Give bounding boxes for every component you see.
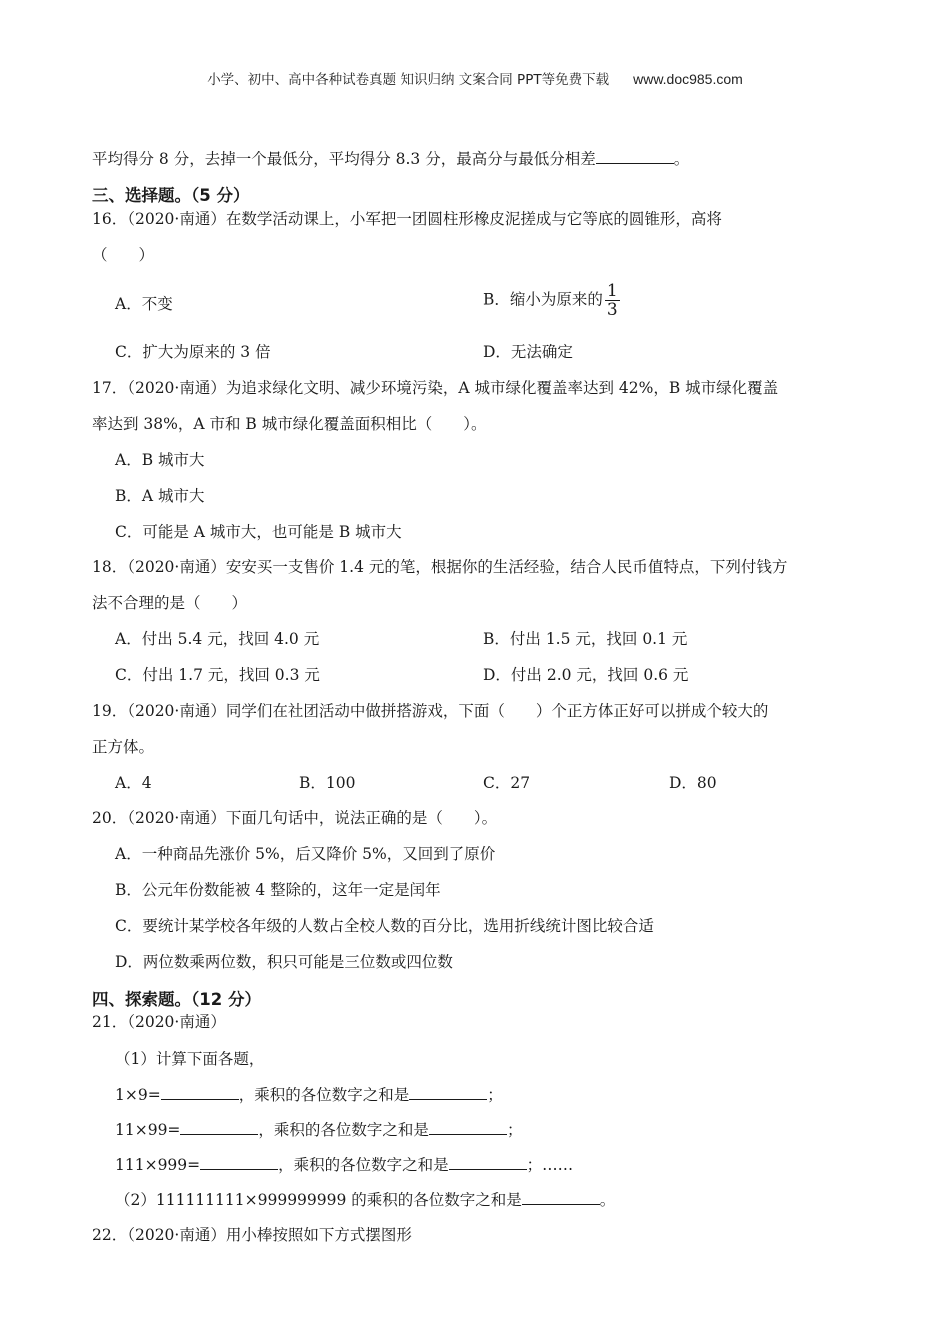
fraction-denominator: 3 (606, 300, 618, 320)
question-21-row1 (115, 1083, 503, 1105)
row3-end: ；…… (526, 1156, 574, 1174)
question-17-line2: 率达到 38%，A 市和 B 城市绿化覆盖面积相比（ ）。 (92, 415, 487, 433)
question-17-option-b: B．A 城市大 (115, 487, 205, 505)
question-16-paren: （ ） (92, 246, 155, 264)
question-18-option-d: D．付出 2.0 元，找回 0.6 元 (483, 666, 689, 684)
answer-blank (522, 1190, 600, 1205)
question-18-line2: 法不合理的是（ ） (92, 594, 248, 612)
question-19-option-b: B．100 (299, 774, 356, 792)
fraction-one-third (605, 282, 620, 319)
question-19-option-d: D．80 (669, 774, 717, 792)
question-22-stem: 22．（2020·南通）用小棒按照如下方式摆图形 (92, 1226, 412, 1244)
question-20-option-d: D．两位数乘两位数，积只可能是三位数或四位数 (115, 953, 453, 971)
question-21-part2 (115, 1188, 615, 1210)
question-20-option-a: A．一种商品先涨价 5%，后又降价 5%，又回到了原价 (115, 845, 496, 863)
question-17-option-c: C．可能是 A 城市大，也可能是 B 城市大 (115, 523, 402, 541)
answer-blank (200, 1155, 278, 1170)
answer-blank (596, 149, 674, 164)
question-16-option-b (483, 282, 620, 319)
question-18-option-a: A．付出 5.4 元，找回 4.0 元 (115, 630, 320, 648)
question-21-stem: 21．（2020·南通） (92, 1013, 226, 1031)
row2-expression: 11×99= (115, 1121, 181, 1139)
question-18-option-c: C．付出 1.7 元，找回 0.3 元 (115, 666, 320, 684)
question-18-option-b: B．付出 1.5 元，找回 0.1 元 (483, 630, 688, 648)
question-19-option-c: C．27 (483, 774, 531, 792)
question-16-option-d: D．无法确定 (483, 343, 573, 361)
part2-end: 。 (599, 1191, 616, 1209)
question-16-option-c: C．扩大为原来的 3 倍 (115, 343, 271, 361)
question-19-option-a: A．4 (115, 774, 152, 792)
answer-blank (429, 1120, 507, 1135)
question-17-line1: 17．（2020·南通）为追求绿化文明、减少环境污染，A 城市绿化覆盖率达到 42%，B 城市绿化覆盖 (92, 379, 779, 397)
page-header (0, 68, 950, 88)
header-text: 小学、初中、高中各种试卷真题 知识归纳 文案合同 PPT等免费下载 (207, 72, 610, 88)
answer-blank (161, 1085, 239, 1100)
carryover-text: 平均得分 8 分，去掉一个最低分，平均得分 8.3 分，最高分与最低分相差 (92, 150, 596, 168)
question-21-row2 (115, 1118, 522, 1140)
row3-expression: 111×999= (115, 1156, 201, 1174)
row2-end: ； (506, 1121, 523, 1139)
question-21-part1: （1）计算下面各题， (115, 1050, 265, 1068)
question-20-option-c: C．要统计某学校各年级的人数占全校人数的百分比，选用折线统计图比较合适 (115, 917, 654, 935)
question-20-stem: 20．（2020·南通）下面几句话中，说法正确的是（ ）。 (92, 809, 498, 827)
question-16-stem: 16．（2020·南通）在数学活动课上，小军把一团圆柱形橡皮泥搓成与它等底的圆锥形，高将 (92, 210, 722, 228)
answer-blank (409, 1085, 487, 1100)
question-17-option-a: A．B 城市大 (115, 451, 205, 469)
row2-mid-text: ，乘积的各位数字之和是 (258, 1121, 429, 1139)
question-18-line1: 18．（2020·南通）安安买一支售价 1.4 元的笔，根据你的生活经验，结合人民币值特点，下列付钱方 (92, 558, 788, 576)
answer-blank (449, 1155, 527, 1170)
answer-blank (180, 1120, 258, 1135)
carryover-line (92, 147, 689, 169)
question-20-option-b: B．公元年份数能被 4 整除的，这年一定是闰年 (115, 881, 441, 899)
section-title-explore: 四、探索题。（12 分） (92, 990, 261, 1009)
part2-text: （2）111111111×999999999 的乘积的各位数字之和是 (115, 1191, 522, 1209)
question-21-row3 (115, 1153, 573, 1175)
carryover-end: 。 (673, 150, 690, 168)
option-b-text: B．缩小为原来的 (483, 290, 603, 309)
row1-end: ； (487, 1086, 503, 1104)
row3-mid-text: ，乘积的各位数字之和是 (278, 1156, 449, 1174)
question-19-line2: 正方体。 (92, 738, 155, 756)
question-19-line1: 19．（2020·南通）同学们在社团活动中做拼搭游戏，下面（ ）个正方体正好可以拼成个较大的 (92, 702, 769, 720)
row1-mid-text: ，乘积的各位数字之和是 (238, 1086, 410, 1104)
header-site: www.doc985.com (633, 71, 743, 87)
section-title-choice: 三、选择题。（5 分） (92, 186, 250, 205)
row1-expression: 1×9= (115, 1086, 161, 1104)
question-16-option-a: A．不变 (115, 295, 173, 313)
fraction-numerator: 1 (606, 281, 618, 301)
